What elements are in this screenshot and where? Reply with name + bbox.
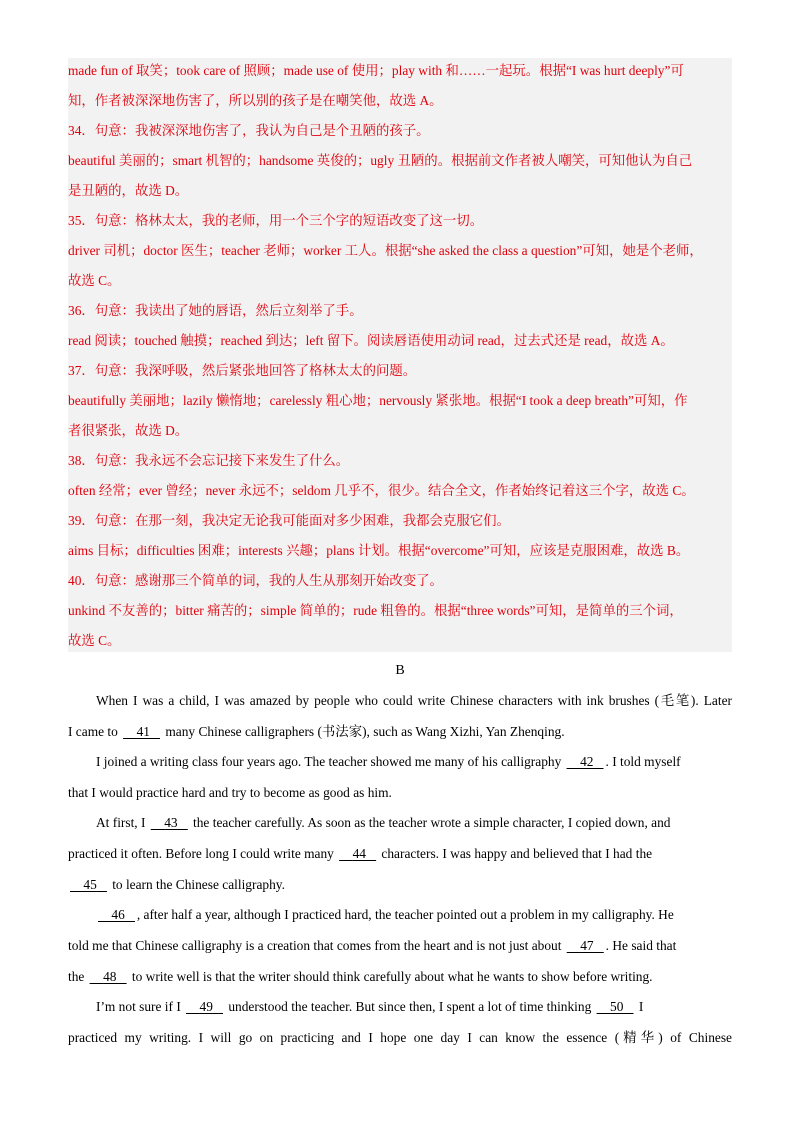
answer-line: often 经常；ever 曾经；never 永远不；seldom 几乎不，很少。结合全文，作者始终记着这三个字，故选 C。 [68, 483, 695, 498]
answer-line: 35．句意：格林太太，我的老师，用一个三个字的短语改变了这一切。 [68, 213, 484, 228]
passage-line: At first, I 43 the teacher carefully. As soon as the teacher wrote a simple character, I copied down, and [96, 813, 732, 833]
answer-line: 34．句意：我被深深地伤害了，我认为自己是个丑陋的孩子。 [68, 123, 430, 138]
answer-line: aims 目标；difficulties 困难；interests 兴趣；plans 计划。根据“overcome”可知，应该是克服困难，故选 B。 [68, 543, 690, 558]
section-label: B [395, 663, 405, 678]
blank-41[interactable]: 41 [136, 724, 150, 739]
blank-46[interactable]: 46 [111, 907, 125, 922]
answer-line: 40．句意：感谢那三个简单的词，我的人生从那刻开始改变了。 [68, 573, 443, 588]
blank-42[interactable]: 42 [580, 754, 594, 769]
answer-line: 37．句意：我深呼吸，然后紧张地回答了格林太太的问题。 [68, 363, 417, 378]
blank-48[interactable]: 48 [103, 969, 117, 984]
blank-49[interactable]: 49 [199, 999, 213, 1014]
answer-line: 是丑陋的，故选 D。 [68, 183, 189, 198]
passage-line: 45 to learn the Chinese calligraphy. [68, 875, 732, 895]
answer-line: 故选 C。 [68, 633, 121, 648]
blank-50[interactable]: 50 [610, 999, 624, 1014]
blank-47[interactable]: 47 [580, 938, 594, 953]
answer-line: read 阅读；touched 触摸；reached 到达；left 留下。阅读唇语使用动词 read，过去式还是 read，故选 A。 [68, 333, 674, 348]
answer-line: 者很紧张，故选 D。 [68, 423, 189, 438]
answer-line: 故选 C。 [68, 273, 121, 288]
passage-line: that I would practice hard and try to become as good as him. [68, 785, 392, 800]
answer-line: 38．句意：我永远不会忘记接下来发生了什么。 [68, 453, 350, 468]
passage-line: I came to 41 many Chinese calligraphers (书法家), such as Wang Xizhi, Yan Zhenqing. [68, 722, 732, 742]
passage-line: I joined a writing class four years ago. The teacher showed me many of his calligraphy 42 . I told myself [96, 752, 732, 772]
answer-line: made fun of 取笑；took care of 照顾；made use of 使用；play with 和……一起玩。根据“I was hurt deeply”可 [68, 63, 684, 78]
blank-45[interactable]: 45 [83, 877, 97, 892]
blank-44[interactable]: 44 [352, 846, 366, 861]
answer-line: beautiful 美丽的；smart 机智的；handsome 英俊的；ugly 丑陋的。根据前文作者被人嘲笑，可知他认为自己 [68, 153, 693, 168]
passage-line: When I was a child, I was amazed by people who could write Chinese characters with ink brushes (毛笔). Later [96, 693, 732, 708]
passage-line: practiced it often. Before long I could write many 44 characters. I was happy and believed that I had the [68, 844, 732, 864]
answer-line: 知，作者被深深地伤害了，所以别的孩子是在嘲笑他，故选 A。 [68, 93, 443, 108]
passage-line: the 48 to write well is that the writer should think carefully about what he wants to show before writing. [68, 967, 732, 987]
passage-line: I’m not sure if I 49 understood the teacher. But since then, I spent a lot of time thinking 50 I [96, 997, 732, 1017]
answer-line: 36．句意：我读出了她的唇语，然后立刻举了手。 [68, 303, 363, 318]
answer-line: unkind 不友善的；bitter 痛苦的；simple 简单的；rude 粗鲁的。根据“three words”可知，是简单的三个词， [68, 603, 683, 618]
answer-line: 39．句意：在那一刻，我决定无论我可能面对多少困难，我都会克服它们。 [68, 513, 510, 528]
passage-line: 46 , after half a year, although I practiced hard, the teacher pointed out a problem in my calligraphy. He [96, 905, 732, 925]
answer-line: driver 司机；doctor 医生；teacher 老师；worker 工人。根据“she asked the class a question”可知，她是个老师， [68, 243, 703, 258]
blank-43[interactable]: 43 [164, 815, 178, 830]
answer-line: beautifully 美丽地；lazily 懒惰地；carelessly 粗心地；nervously 紧张地。根据“I took a deep breath”可知，作 [68, 393, 688, 408]
answer-explanation-block [68, 58, 732, 652]
passage-line: told me that Chinese calligraphy is a creation that comes from the heart and is not just about 47 . He said that [68, 936, 732, 956]
passage-line: practiced my writing. I will go on practicing and I hope one day I can know the essence (精华) of Chinese [68, 1030, 732, 1045]
